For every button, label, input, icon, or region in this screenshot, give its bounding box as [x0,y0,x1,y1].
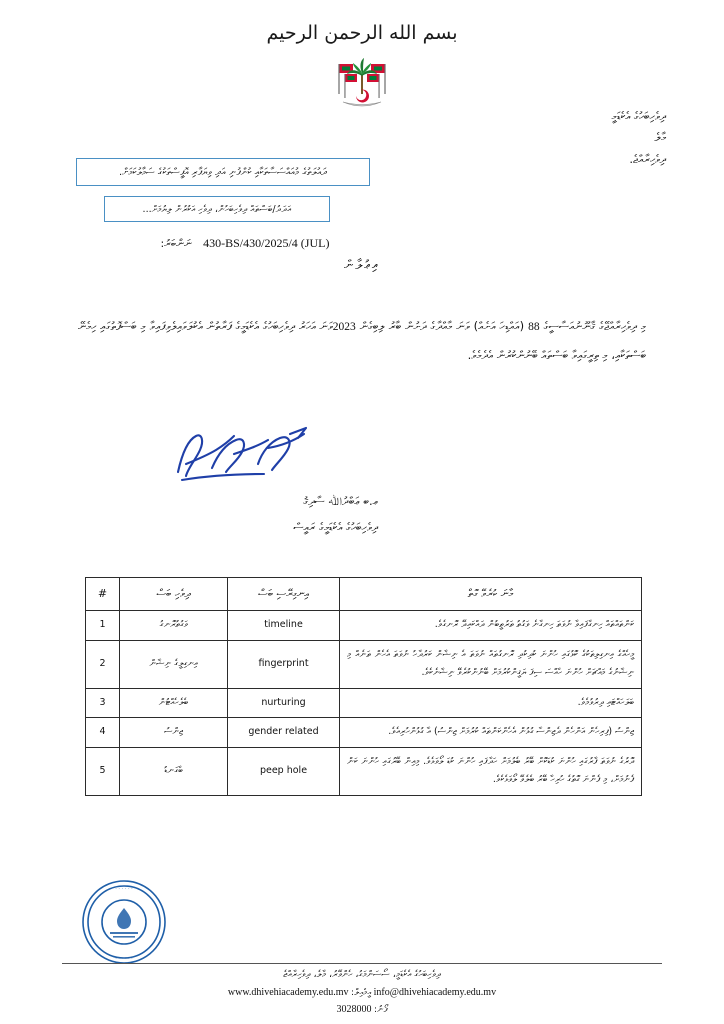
glossary-table-wrapper [85,577,641,796]
cell-dhivehi: ވަގުތުރޮނގު [120,611,228,641]
footer-divider [62,963,662,964]
maldives-national-emblem-icon [331,52,393,112]
svg-text:· · · · · ·: · · · · · · [115,886,133,892]
office-country: ދިވެހިރާއްޖެ. [629,151,666,166]
table-header [86,578,642,611]
cell-definition: ދޮރުގެ ނުވަތަ ފާރުގައި ހުންނަ ކުޑަކޮށް ބޭރު ބެލުމަށް ހަދާފައި ހުންނަ ކުޑަ ލޯވަޅެވެ. މިއިން ބޭރުގައި ހުންނަ ކަން ފެނުމަށް، މި ފެންނަ ގޮތުގެ ހުރިހާ ބޭރު ބެލެވޭ ލޯވަޅެކެވެ. [340,747,642,795]
cell-dhivehi: ބާގަނޑު [120,747,228,795]
footer-address: ދިވެހިބަހުގެ އެކެޑަމީ، ސޯސަންމަގު، ހެންވޭރު، މާލެ، ދިވެހިރާއްޖެ [283,969,441,980]
svg-text:· · · · · ·: · · · · · · [115,956,133,962]
reference-number-value: 430-BS/430/2025/4 (JUL) [203,236,330,250]
signer-block [78,488,378,541]
cell-definition: ބަލަހައްޓައި ދިރުވުމެވެ. [340,688,642,718]
cell-number: 3 [86,688,120,718]
body-text-segment-1: މި ދިވެހިރާއްޖޭގެ ޤާނޫނުއަސާސީގެ [539,319,647,333]
column-header-number: # [86,578,120,611]
footer-contact-line-1 [0,984,724,1001]
cell-english: peep hole [228,747,340,795]
table-row [86,718,642,748]
footer-email-label: އީމެއިލް: [351,988,372,999]
table-row [86,640,642,688]
cell-number: 4 [86,718,120,748]
cell-number: 2 [86,640,120,688]
cell-english: gender related [228,718,340,748]
footer-email[interactable]: info@dhivehiacademy.edu.mv [373,987,497,999]
glossary-table [85,577,642,796]
footer-website[interactable]: www.dhivehiacademy.edu.mv [227,987,349,999]
document-subject-title: އިޢުލާން [343,258,380,273]
signer-name [78,488,378,514]
body-text-segment-3: ވަނަ އަހަރު ދިވެހިބަހުގެ އެކެޑަމީގެ ފަރާތުން އެކުލަވައިލެވިފައިވާ މި ބަސްފޮތުގައި ހިމެނޭ ބަސްތަކާއި، މި ތިރީގައިވާ ބަސްތައް ބޭނުންކުރުން އެދެމެވެ. [78,319,646,363]
cell-number: 5 [86,747,120,795]
addressee-box-secondary: އަދަދު/ބަސްތައް ދިވެހިބަހުން، ދިވެހި އަކުރުން ލިޔުމަށް... [104,196,330,222]
reference-number-label: ނަންބަރު: [160,237,192,250]
page-footer [0,966,724,1019]
cell-dhivehi: ޖިންސު [120,718,228,748]
body-paragraph [78,312,646,369]
addressee-box-primary: ދައުލަތުގެ މުއައްސަސާތަކާއި ކުންފުނި އަދި ވިޔަފާރި އޮފީސްތަކުގެ ސަމާލުކަމަށް. [76,158,370,186]
body-text-segment-2: (އައްޑިހަ އަށެއް) ވަނަ މާއްދާގެ ދަށުން ބާރު ލިބިގެން [355,319,529,333]
column-header-dhivehi: ދިވެހި ބަސް [120,578,228,611]
cell-number: 1 [86,611,120,641]
official-round-seal-icon [80,878,168,966]
cell-dhivehi: ބެލެހެއްޓުން [120,688,228,718]
body-number-88: 88 [528,321,540,333]
footer-phone: 3028000 [336,1004,372,1016]
signer-prefix: ޢ.ބ [363,494,378,508]
bismillah-calligraphy: بسم الله الرحمن الرحيم [266,22,458,44]
column-header-english: އިނގިރޭސި ބަސް [228,578,340,611]
body-year-2023: 2023 [332,321,356,333]
issuing-office-block [612,106,666,170]
reference-number-line [100,236,390,251]
footer-phone-label: ފޯނު: [374,1005,388,1016]
office-city: މާލެ [654,130,666,145]
column-header-definition: މާނަ ކުރެވޭ ގޮތް [340,578,642,611]
cell-english: timeline [228,611,340,641]
cell-english: fingerprint [228,640,340,688]
signer-fullname: ޢަބްދުﷲ ސާދިޤު [303,494,360,508]
cell-definition: މީހެއްގެ އިނގިލިތަކުގެ ކޮޅުގައި ހުންނަ ކުދިކުދި ރޮނގުތައް ނުވަތަ އެ ނިޝާން ކަރުދާހު ނުވަތަ އެހެން ތަނެއް މި ނިޝާނުގެ މައްޗަށް ހުންނަ ހާއްސަ ސިފަ ޔަޤީންކުރުމަށް ބޭނުންކުރެވޭ ނިޝާނެކެވެ. [340,640,642,688]
office-name: ދިވެހިބަހުގެ އެކެޑަމީ [611,109,666,123]
cell-definition: ކަންތައްތައް ހިނގާފައިވާ ނުވަތަ ހިނގާނެ ވަގުތު ތަރުތީބުން ދައްކައިދޭ ރޮނގެވެ. [340,611,642,641]
table-header-row [86,578,642,611]
cell-english: nurturing [228,688,340,718]
footer-contact-line-2 [0,1001,724,1018]
table-row [86,611,642,641]
table-row [86,747,642,795]
table-row [86,688,642,718]
table-body [86,611,642,796]
cell-dhivehi: އިނގިލީގެ ނިޝާން [120,640,228,688]
handwritten-signature [172,424,312,488]
cell-definition: ޖިންސު (ފިރިހެން އަންހެން ދެޖިންސާ ގުޅުން އެހެންކަންތައް ކުރުމަށް ޖިންސު) އާ ގުޅުންހުރިއެވެ. [340,718,642,748]
signer-title: ދިވެހިބަހުގެ އެކެޑަމީގެ ރައީސް [293,520,378,535]
